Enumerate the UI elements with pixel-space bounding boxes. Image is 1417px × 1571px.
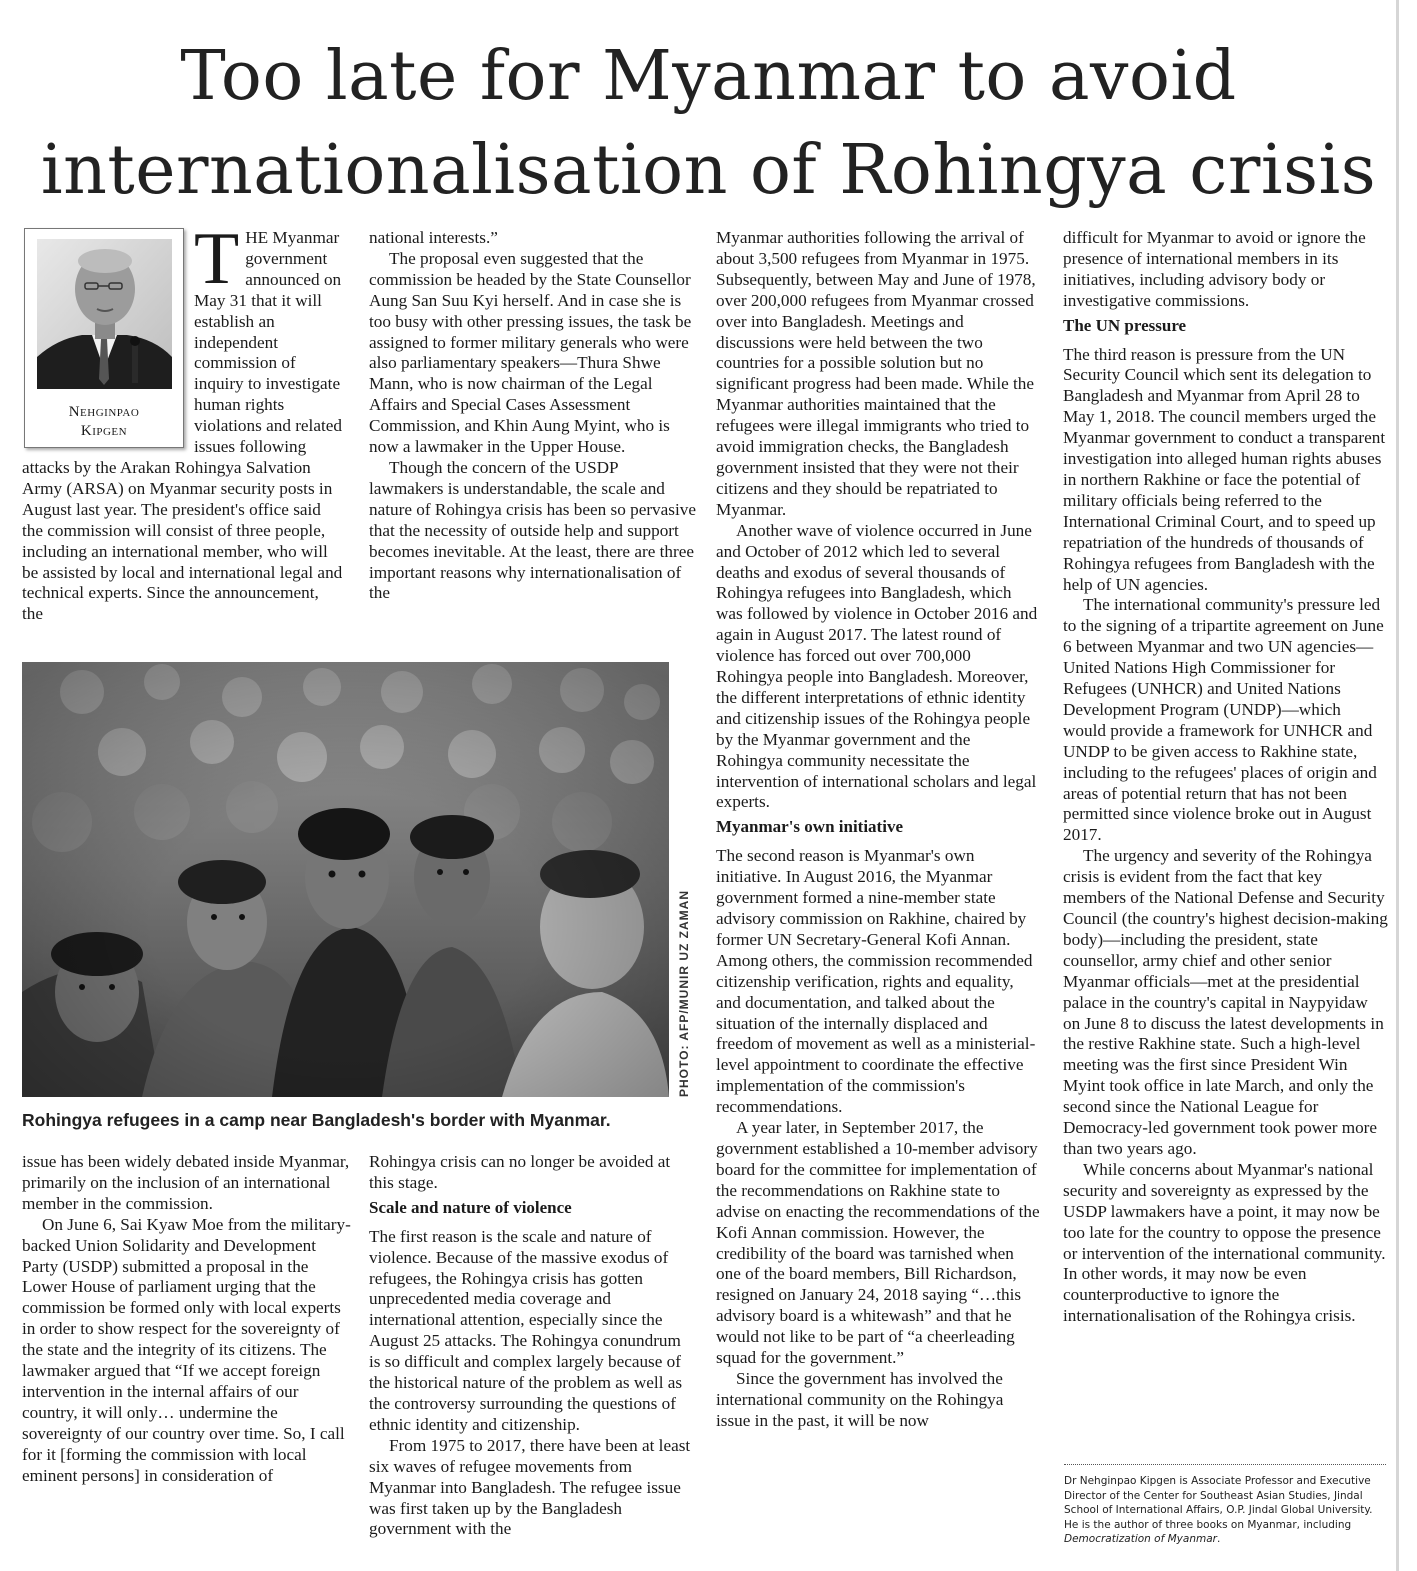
headline (10, 30, 1407, 218)
paragraph: The urgency and severity of the Rohingya crisis is evident from the fact that key members of the National Defense and Security Council (the country's highest decision-making body)—including the president, state counsellor, army chief and other senior Myanmar officials—met at the presidential palace in the country's capital in Naypyidaw on June 8 to discuss the latest developments in the restive Rakhine state. Such a high-level meeting was the first since President Win Myint took office in late March, and only the second since the National League for Democracy-led government took power more than two years ago. (1063, 846, 1388, 1158)
paragraph: From 1975 to 2017, there have been at least six waves of refugee movements from Myanmar into Bangladesh. The refugee issue was first taken up by the Bangladesh government with the (369, 1435, 691, 1539)
paragraph: Myanmar authorities following the arrival of about 3,500 refugees from Myanmar in 1975. Subsequently, between May and June of 1978, over 200,000 refugees from Myanmar crossed over into Bangladesh. Meetings and discussions were held between the two countries for a possible solution but no significant progress had been made. While the Myanmar authorities maintained that the refugees were illegal immigrants who tried to avoid immigration checks, the Bangladesh government insisted that they were not their citizens and they should be repatriated to Myanmar. (716, 228, 1036, 519)
section-heading: Scale and nature of violence (369, 1197, 572, 1217)
author-name-line1: Nehginpao (68, 404, 140, 420)
headline-line1: Too late for Myanmar to avoid (180, 37, 1237, 116)
column-3 (716, 228, 1041, 1432)
paragraph: national interests.” (369, 228, 498, 247)
paragraph: The third reason is pressure from the UN Security Council which sent its delegation to Bangladesh and Myanmar from April 28 to May 1, 2018. The council members urged the Myanmar government to conduct a transparent investigation into alleged human rights abuses in northern Rakhine or face the potential of military officials being referred to the International Criminal Court, and to speed up repatriation of the hundreds of thousands of Rohingya refugees from Bangladesh with the help of UN agencies. (1063, 344, 1386, 594)
bio-divider (1064, 1464, 1386, 1465)
paragraph: Since the government has involved the international community on the Rohingya issue in the past, it will be now (716, 1368, 1004, 1430)
column-4 (1063, 228, 1388, 1327)
paragraph: Rohingya crisis can no longer be avoided at this stage. (369, 1152, 671, 1192)
column-2-top (369, 228, 696, 604)
paragraph: Another wave of violence occurred in June and October of 2012 which led to several deaths and exodus of several thousands of Rohingya refugees into Bangladesh, which was followed by violence in October 2016 and again in August 2017. The latest round of violence has forced out over 700,000 Rohingya people into Bangladesh. Moreover, the different interpretations of ethnic identity and citizenship issues of the Rohingya people by the Myanmar government and the Rohingya community necessitate the intervention of international scholars and legal experts. (716, 520, 1038, 812)
photo-caption: Rohingya refugees in a camp near Bangladesh's border with Myanmar. (22, 1110, 611, 1130)
paragraph: On June 6, Sai Kyaw Moe from the military-backed Union Solidarity and Development Party (USDP) submitted a proposal in the Lower House of parliament urging that the commission be formed only with local experts in order to show respect for the sovereignty of the state and the integrity of its citizens. The lawmaker argued that “If we accept foreign intervention in the internal affairs of our country, it will only… undermine the sovereignty of our country over time. So, I call for it [forming the commission with local eminent persons] in consideration of (22, 1214, 351, 1485)
column-1-top (22, 218, 344, 625)
paragraph: The international community's pressure led to the signing of a tripartite agreement on June 6 between Myanmar and two UN agencies—United Nations High Commissioner for Refugees (UNHCR) and United Nations Development Program (UNDP)—which would provide a framework for UNHCR and UNDP to be given access to Rakhine state, including to the refugees' places of origin and areas of potential return that has not been permitted since violence broke out in August 2017. (1063, 595, 1384, 845)
bio-book-title: Democratization of Myanmar (1064, 1533, 1217, 1546)
author-bio (1064, 1474, 1386, 1547)
author-name-line2: Kipgen (80, 423, 128, 439)
photo-credit: PHOTO: AFP/MUNIR UZ ZAMAN (677, 890, 691, 1097)
section-heading: Myanmar's own initiative (716, 817, 903, 837)
paragraph: difficult for Myanmar to avoid or ignore the presence of international members in its initiatives, including advisory body or investigative commissions. (1063, 228, 1366, 310)
paragraph: Though the concern of the USDP lawmakers is understandable, the scale and nature of Rohingya crisis has been so pervasive that the necessity of outside help and support becomes inevitable. At the least, there are three important reasons why internationalisation of the (369, 457, 696, 603)
refugee-photo (22, 662, 669, 1097)
lead-paragraph: HE Myanmar government announced on May 31 that it will establish an independent commission of inquiry to investigate human rights violations and related issues following attacks by the Arakan Rohingya Salvation Army (ARSA) on Myanmar security posts in August last year. The president's office said the commission will consist of three people, including an international member, who will be assisted by local and international legal and technical experts. Since the announcement, the (22, 228, 343, 624)
bio-end: . (1216, 1533, 1221, 1546)
page-edge (1396, 0, 1399, 1571)
column-2-bottom (369, 1152, 696, 1540)
refugee-crowd-image (22, 662, 669, 1097)
column-1-bottom (22, 1152, 352, 1487)
paragraph: The second reason is Myanmar's own initiative. In August 2016, the Myanmar government formed a nine-member state advisory commission on Rakhine, chaired by former UN Secretary-General Kofi Annan. Among others, the commission recommended citizenship verification, rights and equality, and documentation, and talked about the situation of the internally displaced and freedom of movement as well as a ministerial-level appointment to coordinate the effective implementation of the commission's recommendations. (716, 846, 1036, 1117)
paragraph: The first reason is the scale and nature of violence. Because of the massive exodus of refugees, the Rohingya crisis has gotten unprecedented media coverage and international attention, especially since the August 25 attacks. The Rohingya conundrum is so difficult and complex largely because of the historical nature of the problem as well as the controversy surrounding the questions of ethnic identity and citizenship. (369, 1226, 683, 1434)
author-box-spacer (22, 228, 194, 454)
drop-cap: T (194, 218, 240, 300)
section-heading: The UN pressure (1063, 315, 1187, 335)
bio-text: Dr Nehginpao Kipgen is Associate Professor and Executive Director of the Center for Southeast Asian Studies, Jindal School of International Affairs, O.P. Jindal Global University. He is the author of three books on Myanmar, including (1064, 1475, 1373, 1531)
paragraph: The proposal even suggested that the commission be headed by the State Counsellor Aung San Suu Kyi herself. And in case she is too busy with other pressing issues, the task be assigned to former military generals who were also parliamentary speakers—Thura Shwe Mann, who is now chairman of the Legal Affairs and Special Cases Assessment Commission, and Khin Aung Myint, who is now a lawmaker in the Upper House. (369, 248, 692, 457)
headline-line2: internationalisation of Rohingya crisis (40, 131, 1377, 210)
paragraph: issue has been widely debated inside Myanmar, primarily on the inclusion of an international member in the commission. (22, 1152, 350, 1213)
paragraph: While concerns about Myanmar's national security and sovereignty as expressed by the USDP lawmakers have a point, it may now be too late for the country to oppose the presence or intervention of the international community. In other words, it may now be even counterproductive to ignore the internationalisation of the Rohingya crisis. (1063, 1159, 1386, 1326)
paragraph: A year later, in September 2017, the government established a 10-member advisory board for the committee for implementation of the recommendations on Rakhine state to advise on enacting the recommendations of the Kofi Annan commission. However, the credibility of the board was tarnished when one of the board members, Bill Richardson, resigned on January 24, 2018 saying “…this advisory board is a whitewash” and that he would not like to be part of “a cheerleading squad for the government.” (716, 1118, 1040, 1368)
